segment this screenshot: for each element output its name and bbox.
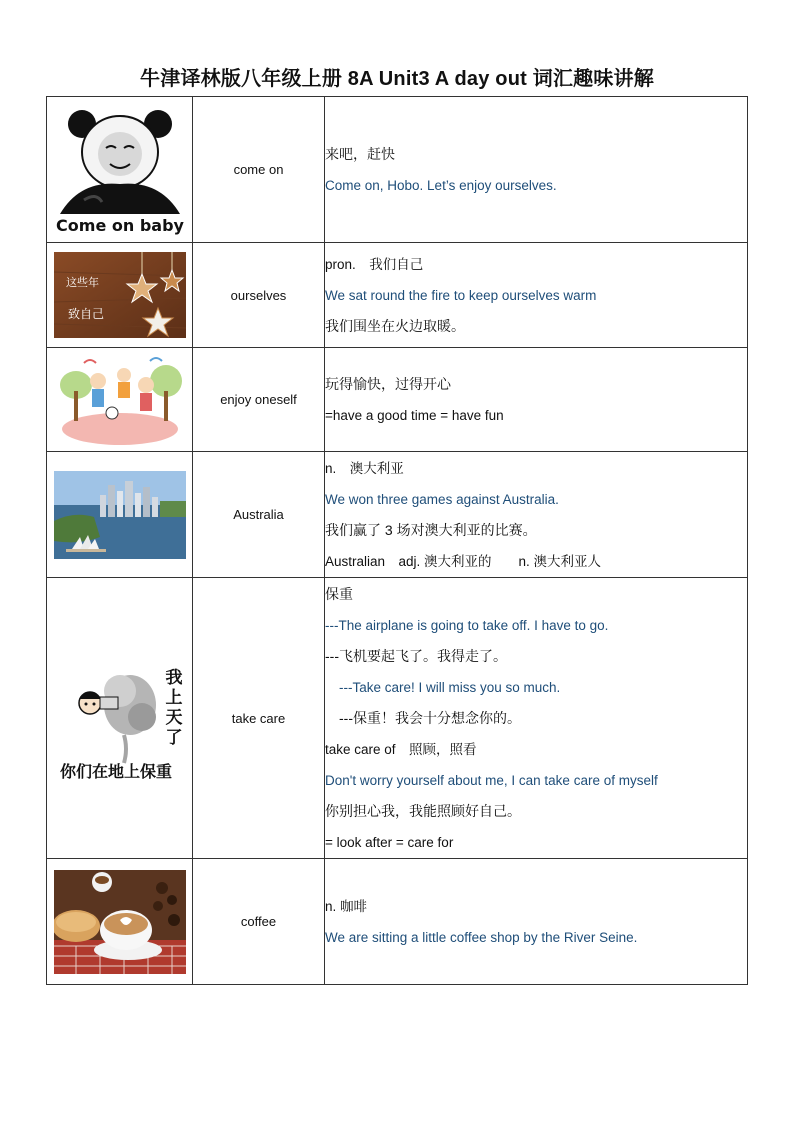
cookies-wood-image: [54, 252, 186, 338]
word-cell: coffee: [193, 859, 325, 985]
panda-meme-image: [54, 104, 186, 236]
sydney-harbour-image: [54, 471, 186, 559]
dialogue-translation: ---保重！我会十分想念你的。: [339, 709, 521, 726]
example-sentence: Come on, Hobo. Let’s enjoy ourselves.: [325, 177, 557, 193]
word-cell: take care: [193, 578, 325, 859]
image-caption-side-1: 我: [165, 668, 182, 688]
example-translation: 我们赢了 3 场对澳大利亚的比赛。: [325, 521, 537, 538]
example-sentence: Don't worry yourself about me, I can take care of myself: [325, 772, 658, 788]
word-cell: Australia: [193, 452, 325, 578]
synonym-line: =have a good time = have fun: [325, 407, 504, 423]
table-row: [47, 348, 748, 452]
definition-cell: [325, 578, 748, 859]
table-row: [47, 243, 748, 348]
kids-playing-image: [54, 351, 186, 449]
definition-cell: [325, 243, 748, 348]
table-row: [47, 97, 748, 243]
image-caption-side-4: 了: [165, 728, 182, 748]
image-caption-side-2: 上: [165, 688, 182, 708]
word-cell: enjoy oneself: [193, 348, 325, 452]
image-caption: 致自己: [67, 307, 104, 321]
table-row: [47, 452, 748, 578]
definition-line: pron. 我们自己: [325, 256, 424, 272]
image-caption: 这些年: [65, 276, 99, 289]
definition-cell: [325, 348, 748, 452]
dialogue-line: ---Take care! I will miss you so much.: [339, 679, 561, 695]
image-cell: [47, 578, 193, 859]
word-cell: ourselves: [193, 243, 325, 348]
vocabulary-table: [46, 96, 748, 985]
table-row: [47, 578, 748, 859]
table-row: [47, 859, 748, 985]
definition-line: 玩得愉快，过得开心: [325, 375, 451, 392]
image-cell: [47, 859, 193, 985]
dialogue-line: ---The airplane is going to take off. I have to go.: [325, 617, 609, 633]
synonym-line: = look after = care for: [325, 834, 454, 850]
example-sentence: We won three games against Australia.: [325, 491, 559, 507]
phrase-line: take care of 照顾，照看: [325, 741, 477, 757]
word-cell: come on: [193, 97, 325, 243]
definition-cell: [325, 452, 748, 578]
image-caption: Come on baby: [55, 215, 184, 235]
example-translation: 我们围坐在火边取暖。: [325, 317, 465, 334]
image-cell: [47, 348, 193, 452]
derivative-line: Australian adj. 澳大利亚的 n. 澳大利亚人: [325, 553, 602, 569]
example-sentence: We are sitting a little coffee shop by the River Seine.: [325, 929, 638, 945]
example-translation: 你别担心我，我能照顾好自己。: [325, 802, 521, 819]
definition-cell: [325, 97, 748, 243]
example-sentence: We sat round the fire to keep ourselves warm: [325, 287, 597, 303]
image-cell: [47, 452, 193, 578]
image-caption-bottom: 你们在地上保重: [59, 762, 172, 781]
dialogue-translation: ---飞机要起飞了。我得走了。: [325, 647, 507, 664]
definition-line: 保重: [325, 585, 353, 602]
image-cell: [47, 97, 193, 243]
definition-line: n. 澳大利亚: [325, 460, 404, 476]
definition-line: 来吧，赶快: [325, 145, 395, 162]
coffee-cup-image: [54, 870, 186, 974]
rocket-meme-image: [50, 653, 190, 783]
image-cell: [47, 243, 193, 348]
definition-line: n. 咖啡: [325, 898, 368, 914]
image-caption-side-3: 天: [165, 708, 182, 728]
page-title: 牛津译林版八年级上册 8A Unit3 A day out 词汇趣味讲解: [140, 68, 654, 90]
definition-cell: [325, 859, 748, 985]
